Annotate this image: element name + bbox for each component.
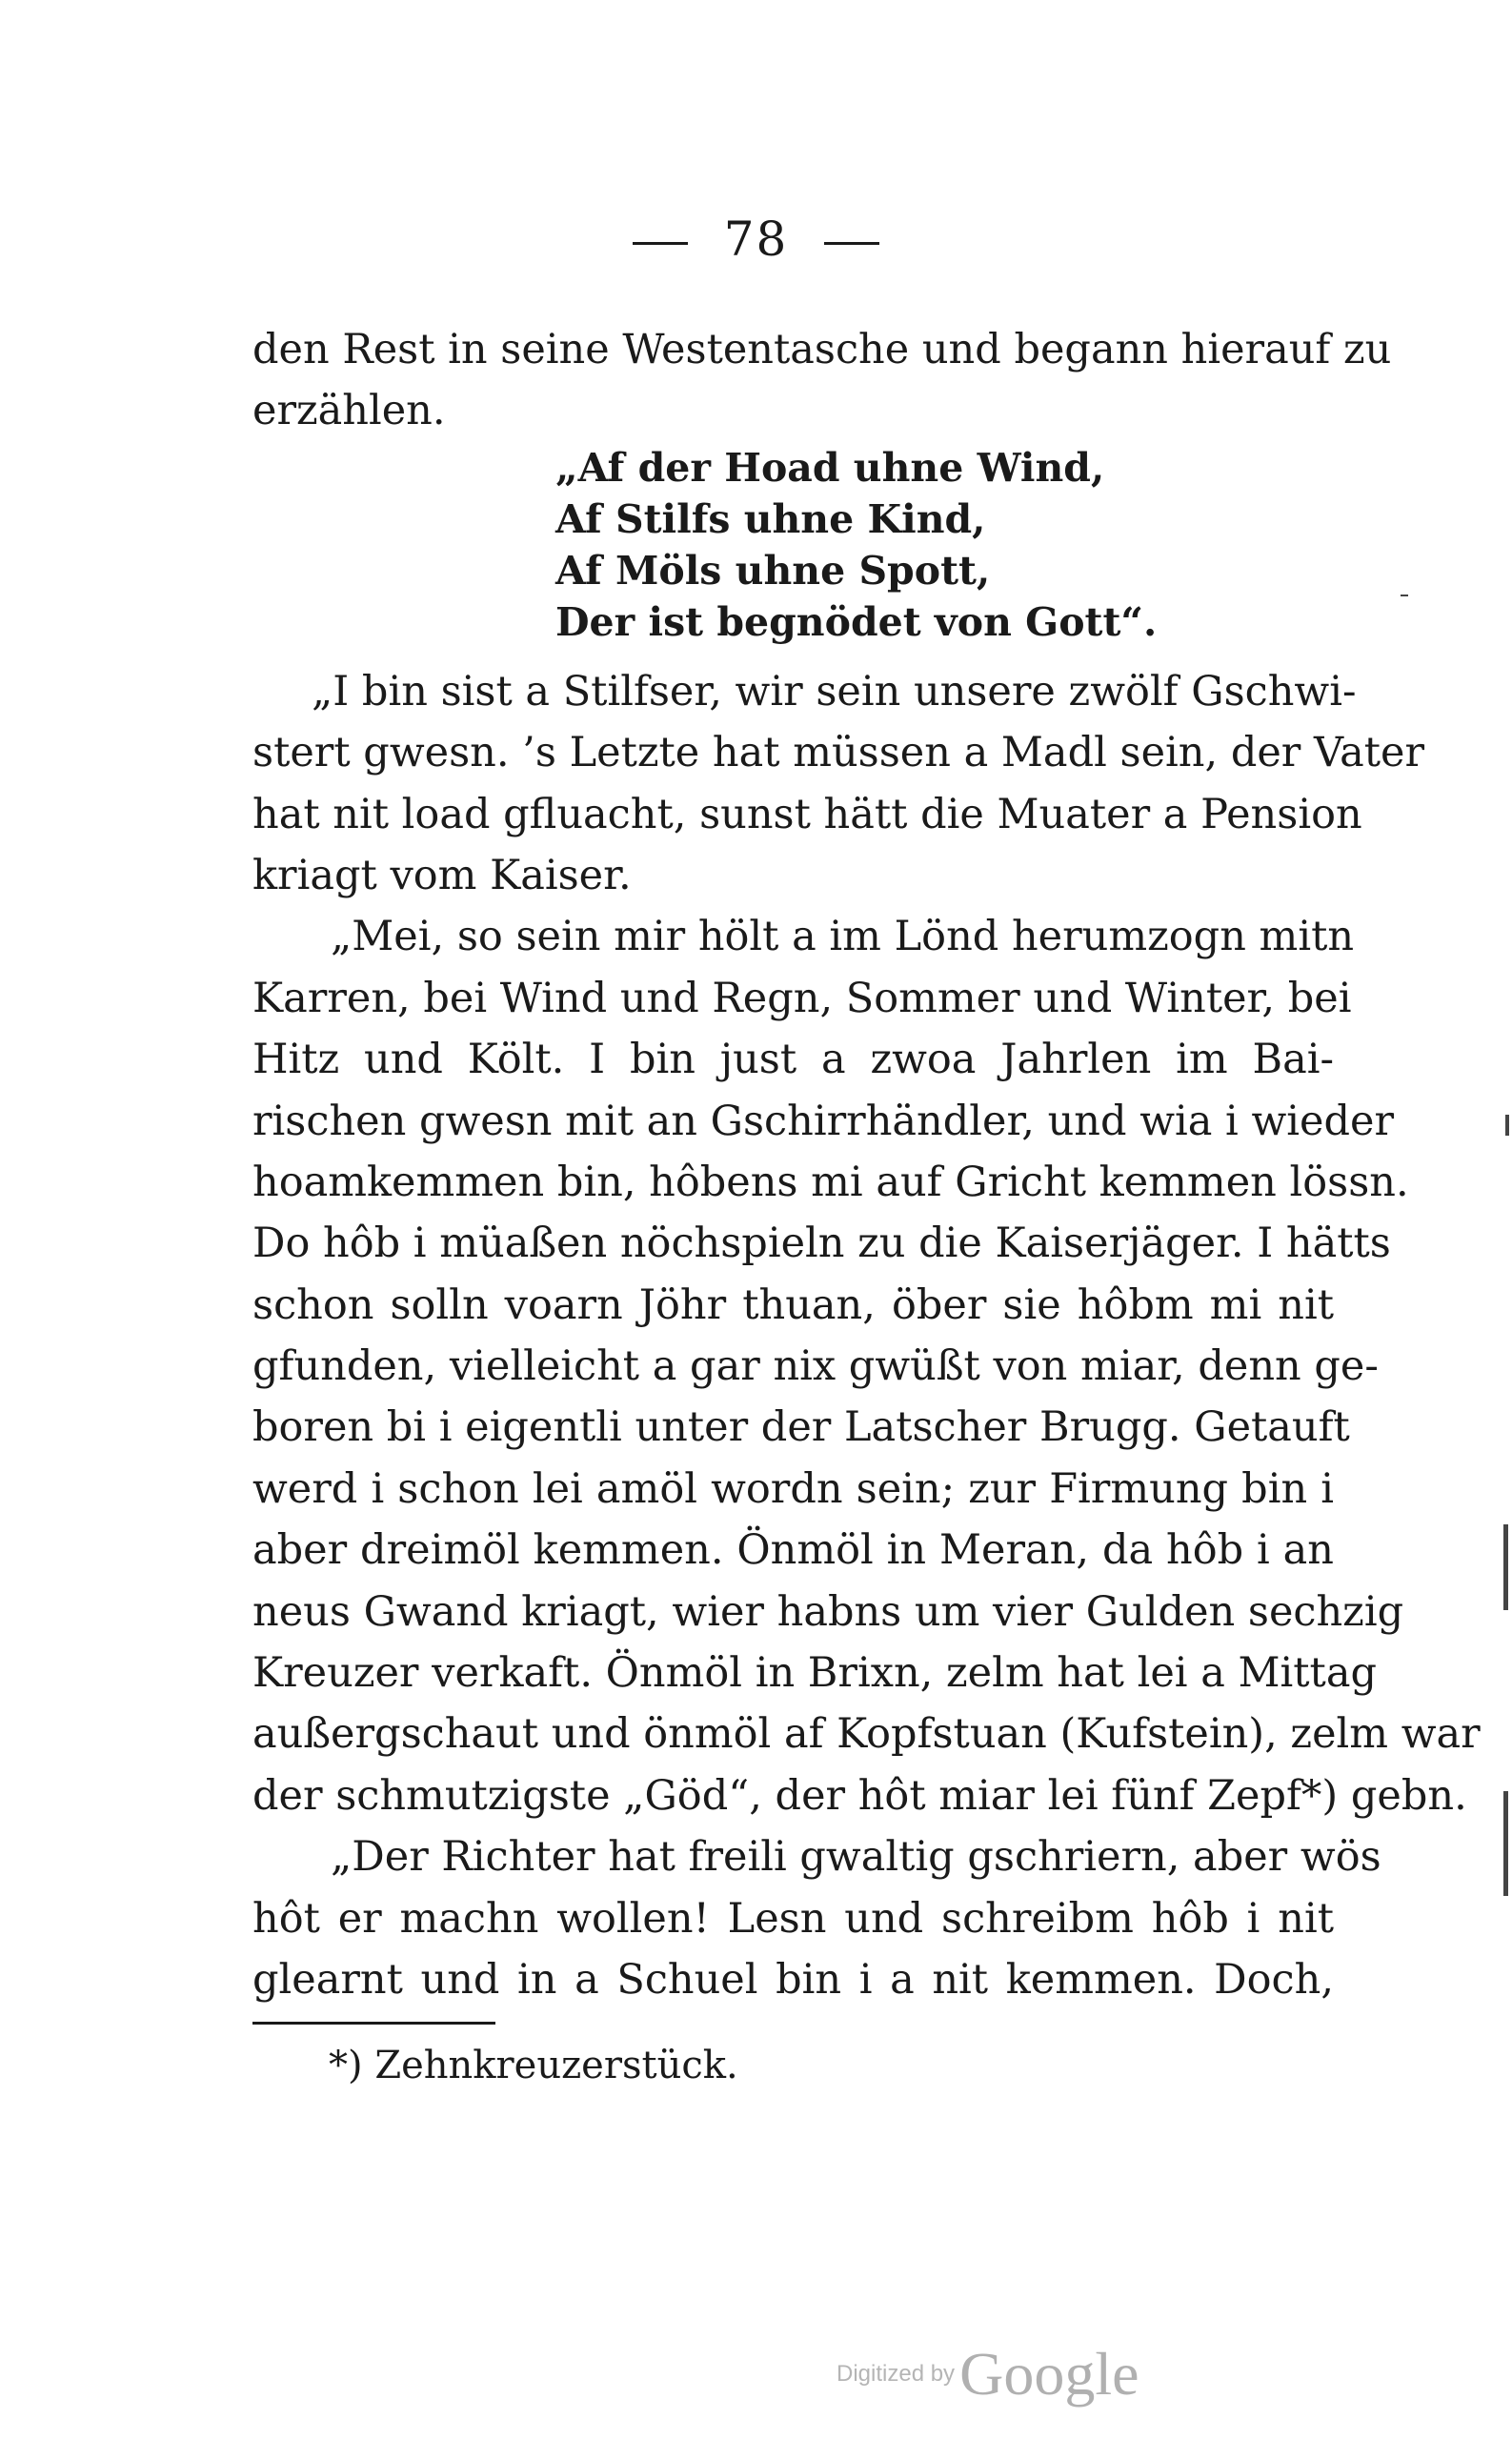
page-header bbox=[0, 212, 1512, 267]
text-line: rischen gwesn mit an Gschirrhändler, und wia i wieder bbox=[252, 1097, 1395, 1145]
text-line: erzählen. bbox=[252, 387, 446, 435]
text-line: werd i schon lei amöl wordn sein; zur Firmung bin i bbox=[252, 1464, 1334, 1513]
header-dash-left bbox=[633, 242, 688, 245]
poem-line: „Af der Hoad uhne Wind, bbox=[555, 444, 1105, 491]
text-line: der schmutzigste „Göd“, der hôt miar lei fünf Zepf*) gebn. bbox=[252, 1771, 1467, 1820]
poem-line: Der ist begnödet von Gott“. bbox=[555, 598, 1158, 645]
text-line: glearnt und in a Schuel bin i a nit kemmen. Doch, bbox=[252, 1955, 1334, 2004]
text-line: Karren, bei Wind und Regn, Sommer und Winter, bei bbox=[252, 974, 1352, 1022]
google-logo: Google bbox=[959, 2340, 1139, 2408]
footnote-rule bbox=[252, 2022, 495, 2025]
text-line: hôt er machn wollen! Lesn und schreibm hôb i nit bbox=[252, 1894, 1334, 1943]
text-line: Do hôb i müaßen nöchspieln zu die Kaiserjäger. I hätts bbox=[252, 1220, 1391, 1268]
text-line: außergschaut und önmöl af Kopfstuan (Kufstein), zelm war bbox=[252, 1710, 1481, 1759]
scan-speck bbox=[1503, 1524, 1508, 1610]
text-line: Kreuzer verkaft. Önmöl in Brixn, zelm hat lei a Mittag bbox=[252, 1649, 1378, 1698]
text-line: hat nit load gfluacht, sunst hätt die Muater a Pension bbox=[252, 790, 1362, 838]
text-line: den Rest in seine Westentasche und begann hierauf zu bbox=[252, 326, 1392, 373]
text-line: stert gwesn. ’s Letzte hat müssen a Madl sein, der Vater bbox=[252, 729, 1425, 777]
text-line: neus Gwand kriagt, wier habns um vier Gulden sechzig bbox=[252, 1587, 1404, 1636]
text-line: Hitz und Költ. I bin just a zwoa Jahrlen im Bai- bbox=[252, 1036, 1334, 1084]
text-line: kriagt vom Kaiser. bbox=[252, 851, 632, 899]
watermark-prefix: Digitized by bbox=[837, 2361, 956, 2387]
footnote: *) Zehnkreuzerstück. bbox=[329, 2044, 738, 2087]
text-line: „Mei, so sein mir hölt a im Lönd herumzogn mitn bbox=[331, 913, 1355, 961]
scan-speck bbox=[1401, 595, 1408, 596]
text-line: boren bi i eigentli unter der Latscher Brugg. Getauft bbox=[252, 1403, 1350, 1452]
digitized-watermark bbox=[837, 2339, 1139, 2409]
text-line: schon solln voarn Jöhr thuan, öber sie hôbm mi nit bbox=[252, 1280, 1334, 1329]
scan-speck bbox=[1503, 1791, 1508, 1896]
poem-block bbox=[252, 442, 1334, 648]
text-line: aber dreimöl kemmen. Önmöl in Meran, da hôb i an bbox=[252, 1526, 1334, 1575]
main-text bbox=[252, 319, 1481, 2010]
text-line: „Der Richter hat freili gwaltig gschriern, aber wös bbox=[331, 1833, 1381, 1882]
poem-line: Af Möls uhne Spott, bbox=[555, 547, 991, 594]
text-line: „I bin sist a Stilfser, wir sein unsere zwölf Gschwi- bbox=[312, 667, 1357, 716]
page-number: 78 bbox=[723, 212, 789, 267]
poem-line: Af Stilfs uhne Kind, bbox=[555, 495, 986, 542]
scan-speck bbox=[1505, 1115, 1509, 1136]
text-line: hoamkemmen bin, hôbens mi auf Gricht kemmen lössn. bbox=[252, 1158, 1409, 1206]
text-line: gfunden, vielleicht a gar nix gwüßt von miar, denn ge- bbox=[252, 1342, 1379, 1391]
header-dash-right bbox=[824, 242, 879, 245]
